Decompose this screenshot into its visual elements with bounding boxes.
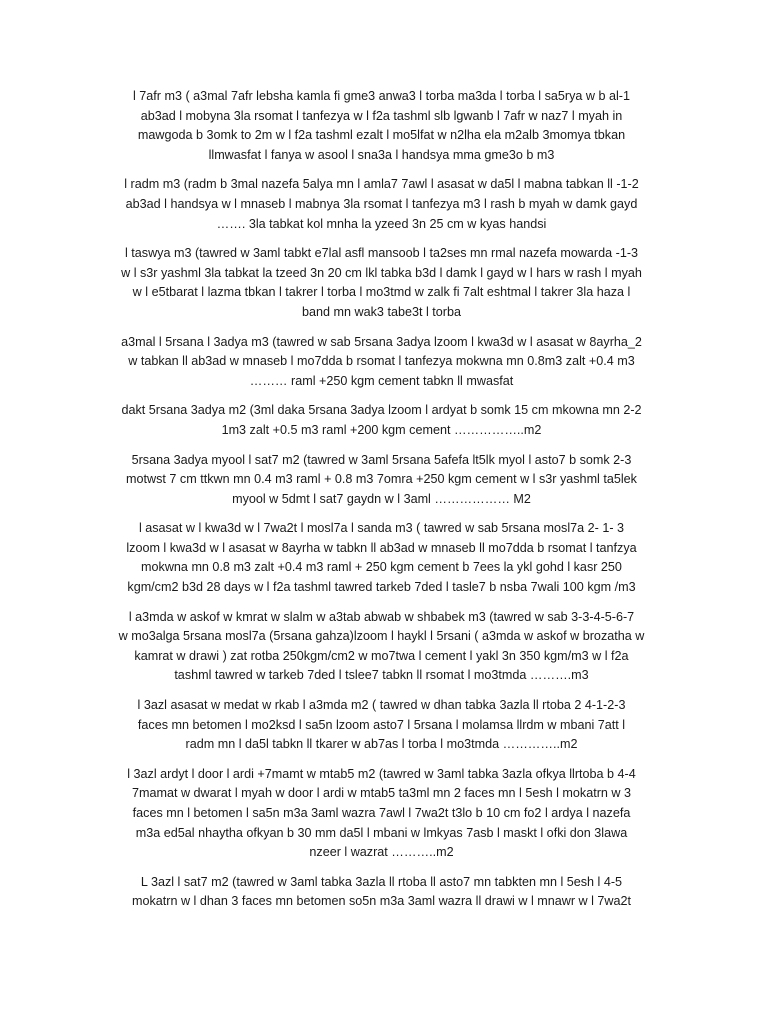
text-line: ab3ad l mobyna 3la rsomat l tanfezya w l f2a tashml slb lgwanb l 7afr w naz7 l myah in — [140, 108, 623, 123]
text-line: l asasat w l kwa3d w l 7wa2t l mosl7a l sanda m3 ( tawred w sab 5rsana mosl7a 2- 1- 3 — [138, 521, 625, 536]
text-line: w l e5tbarat l lazma tbkan l takrer l torba l mo3tmd w zalk fi 7alt eshtmal l takrer 3la haza l — [132, 285, 631, 300]
text-line: l a3mda w askof w kmrat w slalm w a3tab abwab w shbabek m3 (tawred w sab 3-3-4-5-6-7 — [128, 609, 635, 624]
text-line: tashml tawred w tarkeb 7ded l tslee7 tabkn ll rsomat l mo3tmda ……….m3 — [174, 668, 589, 683]
paragraph-foundations — [110, 519, 653, 597]
paragraph-foundation-insulation — [110, 696, 653, 755]
text-line: ……. 3la tabkat kol mnha la yzeed 3n 25 cm w kyas handsi — [216, 216, 547, 231]
text-line: l radm m3 (radm b 3mal nazefa 5alya mn l amla7 7awl l asasat w da5l l mabna tabkan ll -1-2 — [124, 177, 639, 192]
text-line: nzeer l wazrat ………..m2 — [309, 845, 454, 860]
text-line: llmwasfat l fanya w asool l sna3a l handsya mma gme3o b m3 — [208, 147, 555, 162]
text-line: ab3ad l handsya w l mnaseb l mabnya 3la rsomat l tanfezya m3 l rash b myah w damk gayd — [125, 196, 638, 211]
text-line: 7mamat w dwarat l myah w door l ardi w mtab5 ta3ml mn 2 faces mn l 5esh l mokatrn w 3 — [131, 786, 632, 801]
text-line: w l s3r yashml 3la tabkat la tzeed 3n 20 cm lkl tabka b3d l damk l gayd w l hars w rash l myah — [121, 265, 642, 280]
paragraph-backfill — [110, 175, 653, 234]
text-line: L 3azl l sat7 m2 (tawred w 3aml tabka 3azla ll rtoba ll asto7 mn tabkten mn l 5esh l 4-5 — [140, 874, 623, 889]
paragraph-excavation — [110, 87, 653, 165]
text-line: w mo3alga 5rsana mosl7a (5rsana gahza)lzoom l haykl l 5rsani ( a3mda w askof w brozatha w — [118, 629, 645, 644]
paragraph-floor-insulation — [110, 765, 653, 863]
paragraph-roof-slope — [110, 451, 653, 510]
text-line: faces mn l betomen l sa5n m3a 3aml wazra 7awl l 7wa2t t3lo b 10 cm fo2 l ardya l nazefa — [132, 806, 631, 820]
text-line: m3a ed5al nhaytha ofkyan b 30 mm da5l l mbani w lmkyas 7asb l maskt l ofki don 3lawa — [135, 825, 628, 840]
text-line: mokwna mn 0.8 m3 zalt +0.4 m3 raml + 250 kgm cement b 7ees la ykl gohd l kasr 250 — [141, 560, 622, 575]
text-line: band mn wak3 tabe3t l torba — [302, 304, 461, 319]
text-line: 5rsana 3adya myool l sat7 m2 (tawred w 3aml 5rsana 5afefa lt5lk myol l asto7 b somk 2-3 — [131, 452, 632, 467]
text-line: mawgoda b 3omk to 2m w l f2a tashml ezalt l mo5lfat w n2lha ela m2alb 3momya tbkan — [137, 128, 626, 143]
document-page — [110, 87, 653, 922]
text-line: l 3azl asasat w medat w rkab l a3mda m2 ( tawred w dhan tabka 3azla ll rtoba 2 4-1-2-3 — [137, 698, 626, 713]
paragraph-roof-insulation — [110, 873, 653, 912]
text-line: motwst 7 cm ttkwn mn 0.4 m3 raml + 0.8 m3 7omra +250 kgm cement w l s3r yashml ta5lek — [126, 472, 637, 487]
paragraph-leveling — [110, 244, 653, 322]
text-line: faces mn betomen l mo2ksd l sa5n lzoom asto7 l 5rsana l molamsa llrdm w mbani 7att l — [137, 717, 626, 732]
paragraph-columns-slabs — [110, 608, 653, 686]
text-line: 1m3 zalt +0.5 m3 raml +200 kgm cement ……………..m2 — [221, 422, 542, 437]
text-line: dakt 5rsana 3adya m2 (3ml daka 5rsana 3adya lzoom l ardyat b somk 15 cm mkowna mn 2-2 — [121, 403, 642, 418]
text-line: a3mal l 5rsana l 3adya m3 (tawred w sab 5rsana 3adya lzoom l kwa3d w l asasat w 8ayrha_2 — [121, 334, 642, 349]
text-line: l 3azl ardyt l door l ardi +7mamt w mtab5 m2 (tawred w 3aml tabka 3azla ofkya llrtoba b 4-4 — [127, 766, 636, 781]
text-line: myool w 5dmt l sat7 gaydn w l 3aml ……………… M2 — [232, 491, 531, 506]
text-line: kgm/cm2 b3d 28 days w l f2a tashml tawred tarkeb 7ded l tasle7 b nsba 7wali 100 kgm /m3 — [127, 580, 636, 595]
text-line: l taswya m3 (tawred w 3aml tabkt e7lal asfl mansoob l ta2ses mn rmal nazefa mowarda -1-3 — [124, 246, 639, 261]
text-line: mokatrn w l dhan 3 faces mn betomen so5n m3a 3aml wazra ll drawi w l mnawr w l 7wa2t — [131, 894, 632, 909]
text-line: radm mn l da5l tabkn ll tkarer w ab7as l torba l mo3tmda …………..m2 — [185, 737, 578, 752]
text-line: l 7afr m3 ( a3mal 7afr lebsha kamla fi gme3 anwa3 l torba ma3da l torba l sa5rya w b al-1 — [133, 89, 630, 103]
text-line: kamrat w drawi ) zat rotba 250kgm/cm2 w mo7twa l cement l yakl 3n 350 kgm/m3 w l f2a — [134, 648, 629, 663]
paragraph-plain-concrete — [110, 333, 653, 392]
text-line: ……… raml +250 kgm cement tabkn ll mwasfat — [249, 373, 514, 388]
text-line: lzoom l kwa3d w l asasat w 8ayrha w tabkn ll ab3ad w mnaseb ll mo7dda b rsomat l tanfzya — [126, 540, 637, 555]
paragraph-concrete-floor — [110, 401, 653, 440]
text-line: w tabkan ll ab3ad w mnaseb l mo7dda b rsomat l tanfezya mokwna mn 0.8m3 zalt +0.4 m3 — [128, 354, 635, 369]
